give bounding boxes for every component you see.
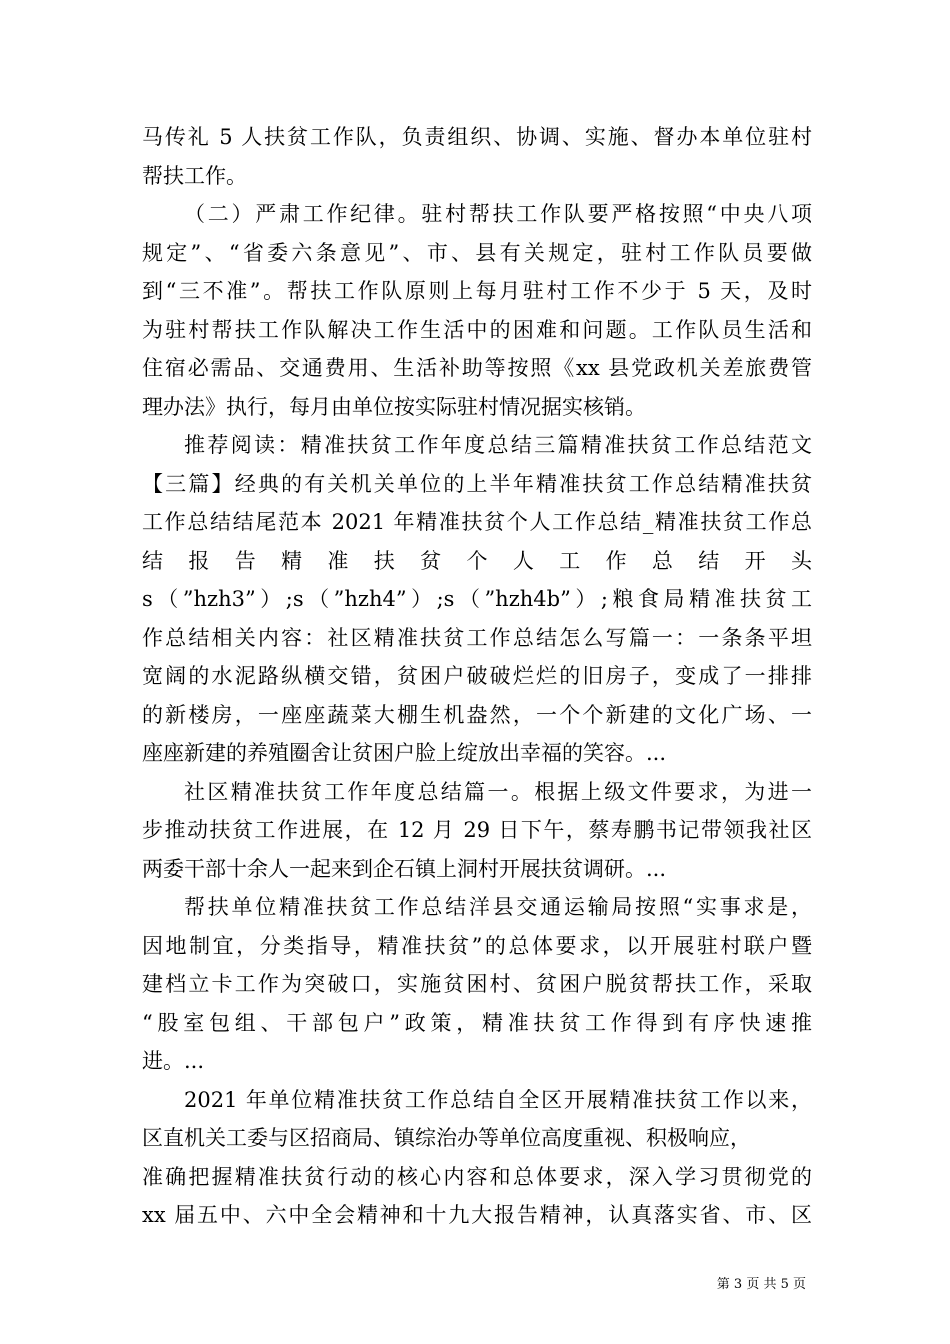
- text-line: 到“三不准”。帮扶工作队原则上每月驻村工作不少于 5 天，及时: [142, 279, 812, 303]
- text-line: xx 届五中、六中全会精神和十九大报告精神，认真落实省、市、区: [142, 1203, 812, 1227]
- text-line: 帮扶单位精准扶贫工作总结洋县交通运输局按照“实事求是，: [184, 895, 812, 919]
- text-line: 为驻村帮扶工作队解决工作生活中的困难和问题。工作队员生活和: [142, 317, 812, 342]
- text-line: （二）严肃工作纪律。驻村帮扶工作队要严格按照“中央八项: [184, 202, 812, 226]
- text-line: 理办法》执行，每月由单位按实际驻村情况据实核销。: [142, 394, 646, 419]
- text-line: 步推动扶贫工作进展，在 12 月 29 日下午，蔡寿鹏书记带领我社区: [142, 818, 812, 842]
- body-text: [142, 118, 812, 1235]
- text-line: 结 报 告 精 准 扶 贫 个 人 工 作 总 结 开 头: [142, 548, 812, 573]
- text-line: 帮扶工作。: [142, 163, 247, 188]
- text-line: 因地制宜，分类指导，精准扶贫”的总体要求，以开展驻村联户暨: [142, 933, 812, 958]
- text-line: 的新楼房，一座座蔬菜大棚生机盎然，一个个新建的文化广场、一: [142, 702, 812, 727]
- text-line: 座座新建的养殖圈舍让贫困户脸上绽放出幸福的笑容。...: [142, 741, 667, 765]
- text-line: 准确把握精准扶贫行动的核心内容和总体要求，深入学习贯彻党的: [142, 1164, 812, 1189]
- text-line: 【三篇】经典的有关机关单位的上半年精准扶贫工作总结精准扶贫: [142, 471, 812, 496]
- text-line: 工作总结结尾范本 2021 年精准扶贫个人工作总结_精准扶贫工作总: [142, 510, 812, 534]
- text-line: s（”hzh3”）;s（”hzh4”）;s（”hzh4b”）;粮食局精准扶贫工: [142, 587, 812, 611]
- text-line: 两委干部十余人一起来到企石镇上洞村开展扶贫调研。...: [142, 856, 667, 881]
- text-line: 规定”、“省委六条意见”、市、县有关规定，驻村工作队员要做: [142, 240, 812, 265]
- text-line: 马传礼 5 人扶贫工作队，负责组织、协调、实施、督办本单位驻村: [142, 125, 812, 149]
- text-line: 推荐阅读：精准扶贫工作年度总结三篇精准扶贫工作总结范文: [184, 433, 812, 457]
- text-line: 区直机关工委与区招商局、镇综治办等单位高度重视、积极响应，: [142, 1126, 751, 1150]
- text-line: 作总结相关内容：社区精准扶贫工作总结怎么写篇一：一条条平坦: [142, 625, 812, 650]
- text-line: 2021 年单位精准扶贫工作总结自全区开展精准扶贫工作以来，: [184, 1087, 812, 1112]
- text-line: 住宿必需品、交通费用、生活补助等按照《xx 县党政机关差旅费管: [142, 356, 812, 380]
- text-line: 建档立卡工作为突破口，实施贫困村、贫困户脱贫帮扶工作，采取: [142, 972, 812, 996]
- text-line: 社区精准扶贫工作年度总结篇一。根据上级文件要求，为进一: [184, 779, 812, 804]
- text-line: 进。...: [142, 1049, 205, 1073]
- text-line: 宽阔的水泥路纵横交错，贫困户破破烂烂的旧房子，变成了一排排: [142, 664, 812, 688]
- page-number: 第 3 页 共 5 页: [716, 1277, 806, 1292]
- text-line: “股室包组、干部包户”政策，精准扶贫工作得到有序快速推: [142, 1010, 812, 1035]
